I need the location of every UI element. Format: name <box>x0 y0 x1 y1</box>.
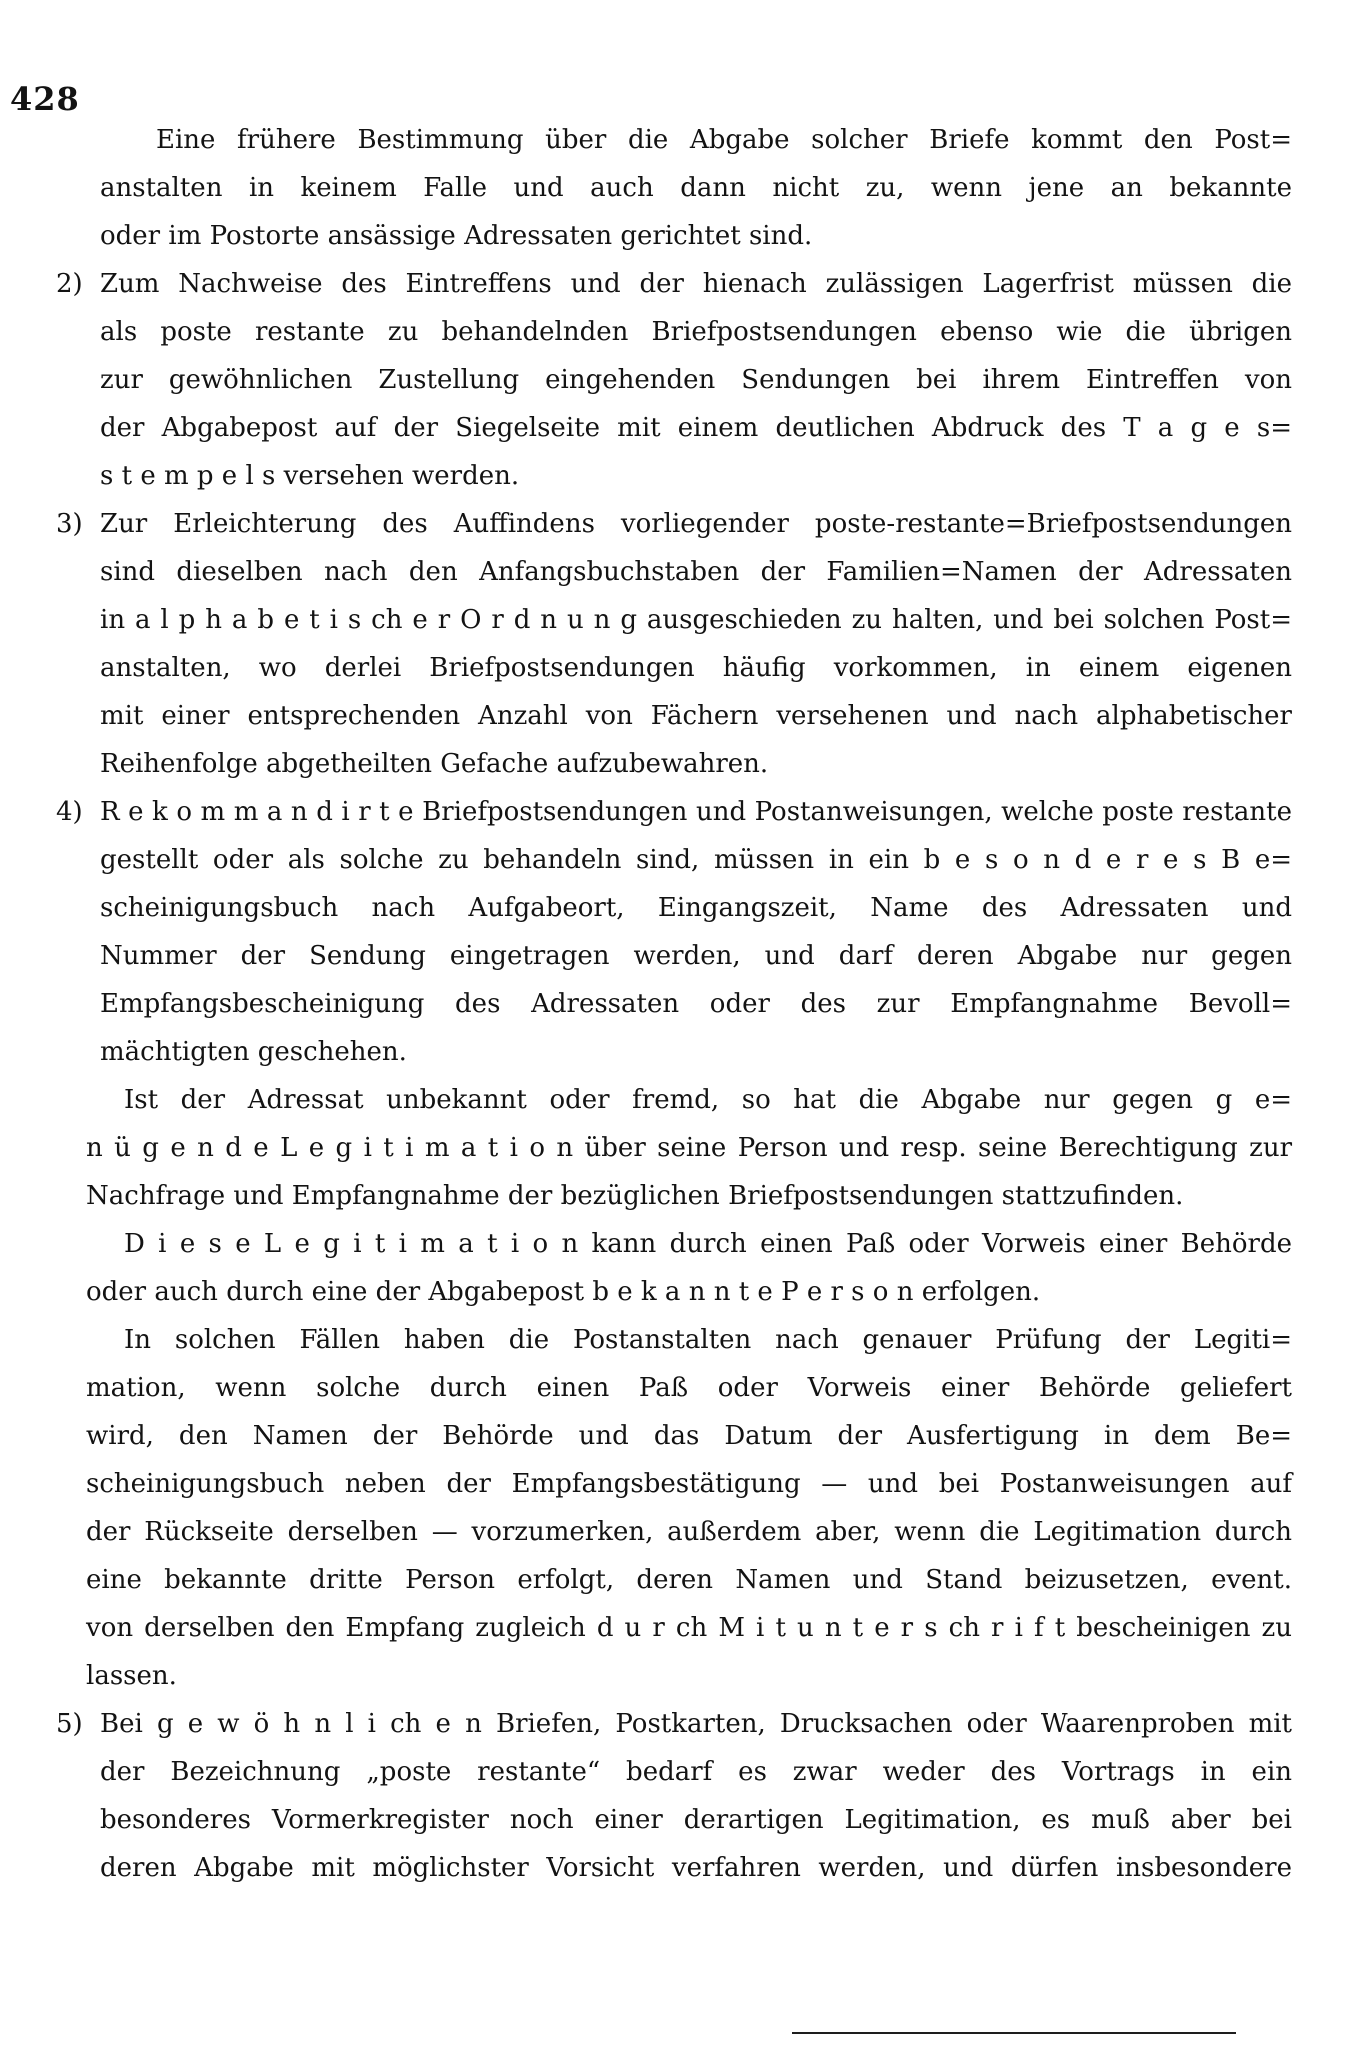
paragraph-intro <box>100 116 1292 260</box>
text-segment: Zum Nachweise des Eintreffens und der hienach zulässigen Lagerfrist müssen die <box>100 269 1292 299</box>
paragraph-legitimation-1 <box>86 1076 1292 1220</box>
list-item-2 <box>56 260 1292 500</box>
text-line: Eine frühere Bestimmung über die Abgabe solcher Briefe kommt den Post= <box>156 125 1292 155</box>
text-line: Nummer der Sendung eingetragen werden, und darf deren Abgabe nur gegen <box>100 941 1292 971</box>
paragraph-legitimation-2 <box>86 1220 1292 1316</box>
text-line: deren Abgabe mit möglichster Vorsicht verfahren werden, und dürfen insbesondere <box>100 1853 1292 1883</box>
text-line: Empfangsbescheinigung des Adressaten oder des zur Empfangnahme Bevoll= <box>100 989 1292 1019</box>
text-line: mächtigten geschehen. <box>100 1037 407 1067</box>
text-line: als poste restante zu behandelnden Briefpostsendungen ebenso wie die übrigen <box>100 317 1292 347</box>
page-number: 428 <box>10 80 80 118</box>
text-line: anstalten, wo derlei Briefpostsendungen häufig vorkommen, in einem eigenen <box>100 653 1292 683</box>
text-line: der Abgabepost auf der Siegelseite mit einem deutlichen Abdruck des T a g e s= <box>100 413 1292 443</box>
text-line: eine bekannte dritte Person erfolgt, deren Namen und Stand beizusetzen, event. <box>86 1565 1292 1595</box>
text-segment: R e k o m m a n d i r t e Briefpostsendungen und Postanweisungen, welche poste restante <box>100 797 1292 827</box>
text-line: zur gewöhnlichen Zustellung eingehenden Sendungen bei ihrem Eintreffen von <box>100 365 1292 395</box>
text-line: der Bezeichnung „poste restante“ bedarf es zwar weder des Vortrags in ein <box>100 1757 1292 1787</box>
text-segment: Bei g e w ö h n l i ch e n Briefen, Postkarten, Drucksachen oder Waarenproben mit <box>100 1709 1292 1739</box>
text-line <box>56 260 1292 308</box>
footer-rule <box>792 2032 1236 2034</box>
text-line: Nachfrage und Empfangnahme der bezüglichen Briefpostsendungen stattzufinden. <box>86 1181 1184 1211</box>
text-line <box>56 1700 1292 1748</box>
text-line: oder auch durch eine der Abgabepost b e k a n n t e P e r s o n erfolgen. <box>86 1277 1041 1307</box>
text-line: In solchen Fällen haben die Postanstalten nach genauer Prüfung der Legiti= <box>124 1325 1292 1355</box>
text-line: s t e m p e l s versehen werden. <box>100 461 520 491</box>
text-line: in a l p h a b e t i s ch e r O r d n u n g ausgeschieden zu halten, und bei solchen Post= <box>100 605 1292 635</box>
item-marker: 4) <box>56 797 83 827</box>
list-item-5 <box>56 1700 1292 1892</box>
page-text-content <box>56 116 1292 1892</box>
text-line: wird, den Namen der Behörde und das Datum der Ausfertigung in dem Be= <box>86 1421 1292 1451</box>
text-line: Ist der Adressat unbekannt oder fremd, so hat die Abgabe nur gegen g e= <box>124 1085 1292 1115</box>
text-line: sind dieselben nach den Anfangsbuchstaben der Familien=Namen der Adressaten <box>100 557 1292 587</box>
text-line: oder im Postorte ansässige Adressaten gerichtet sind. <box>100 221 813 251</box>
text-line <box>56 500 1292 548</box>
text-line: scheinigungsbuch nach Aufgabeort, Eingangszeit, Name des Adressaten und <box>100 893 1292 923</box>
item-marker: 2) <box>56 269 83 299</box>
text-line: besonderes Vormerkregister noch einer derartigen Legitimation, es muß aber bei <box>100 1805 1292 1835</box>
list-item-3 <box>56 500 1292 788</box>
text-line: mation, wenn solche durch einen Paß oder Vorweis einer Behörde geliefert <box>86 1373 1292 1403</box>
item-marker: 3) <box>56 509 83 539</box>
text-line: scheinigungsbuch neben der Empfangsbestätigung — und bei Postanweisungen auf <box>86 1469 1292 1499</box>
text-line: Reihenfolge abgetheilten Gefache aufzubewahren. <box>100 749 769 779</box>
item-marker: 5) <box>56 1709 83 1739</box>
paragraph-legitimation-3 <box>86 1316 1292 1700</box>
text-line: der Rückseite derselben — vorzumerken, außerdem aber, wenn die Legitimation durch <box>86 1517 1292 1547</box>
text-line: gestellt oder als solche zu behandeln sind, müssen in ein b e s o n d e r e s B e= <box>100 845 1292 875</box>
text-segment: Zur Erleichterung des Auffindens vorliegender poste-restante=Briefpostsendungen <box>100 509 1292 539</box>
text-line: anstalten in keinem Falle und auch dann nicht zu, wenn jene an bekannte <box>100 173 1292 203</box>
text-line <box>56 788 1292 836</box>
text-line: von derselben den Empfang zugleich d u r ch M i t u n t e r s ch r i f t bescheinigen zu lassen. <box>86 1613 1292 1691</box>
text-line: mit einer entsprechenden Anzahl von Fächern versehenen und nach alphabetischer <box>100 701 1292 731</box>
list-item-4 <box>56 788 1292 1076</box>
text-line: D i e s e L e g i t i m a t i o n kann durch einen Paß oder Vorweis einer Behörde <box>124 1229 1292 1259</box>
text-line: n ü g e n d e L e g i t i m a t i o n über seine Person und resp. seine Berechtigung zur <box>86 1133 1292 1163</box>
